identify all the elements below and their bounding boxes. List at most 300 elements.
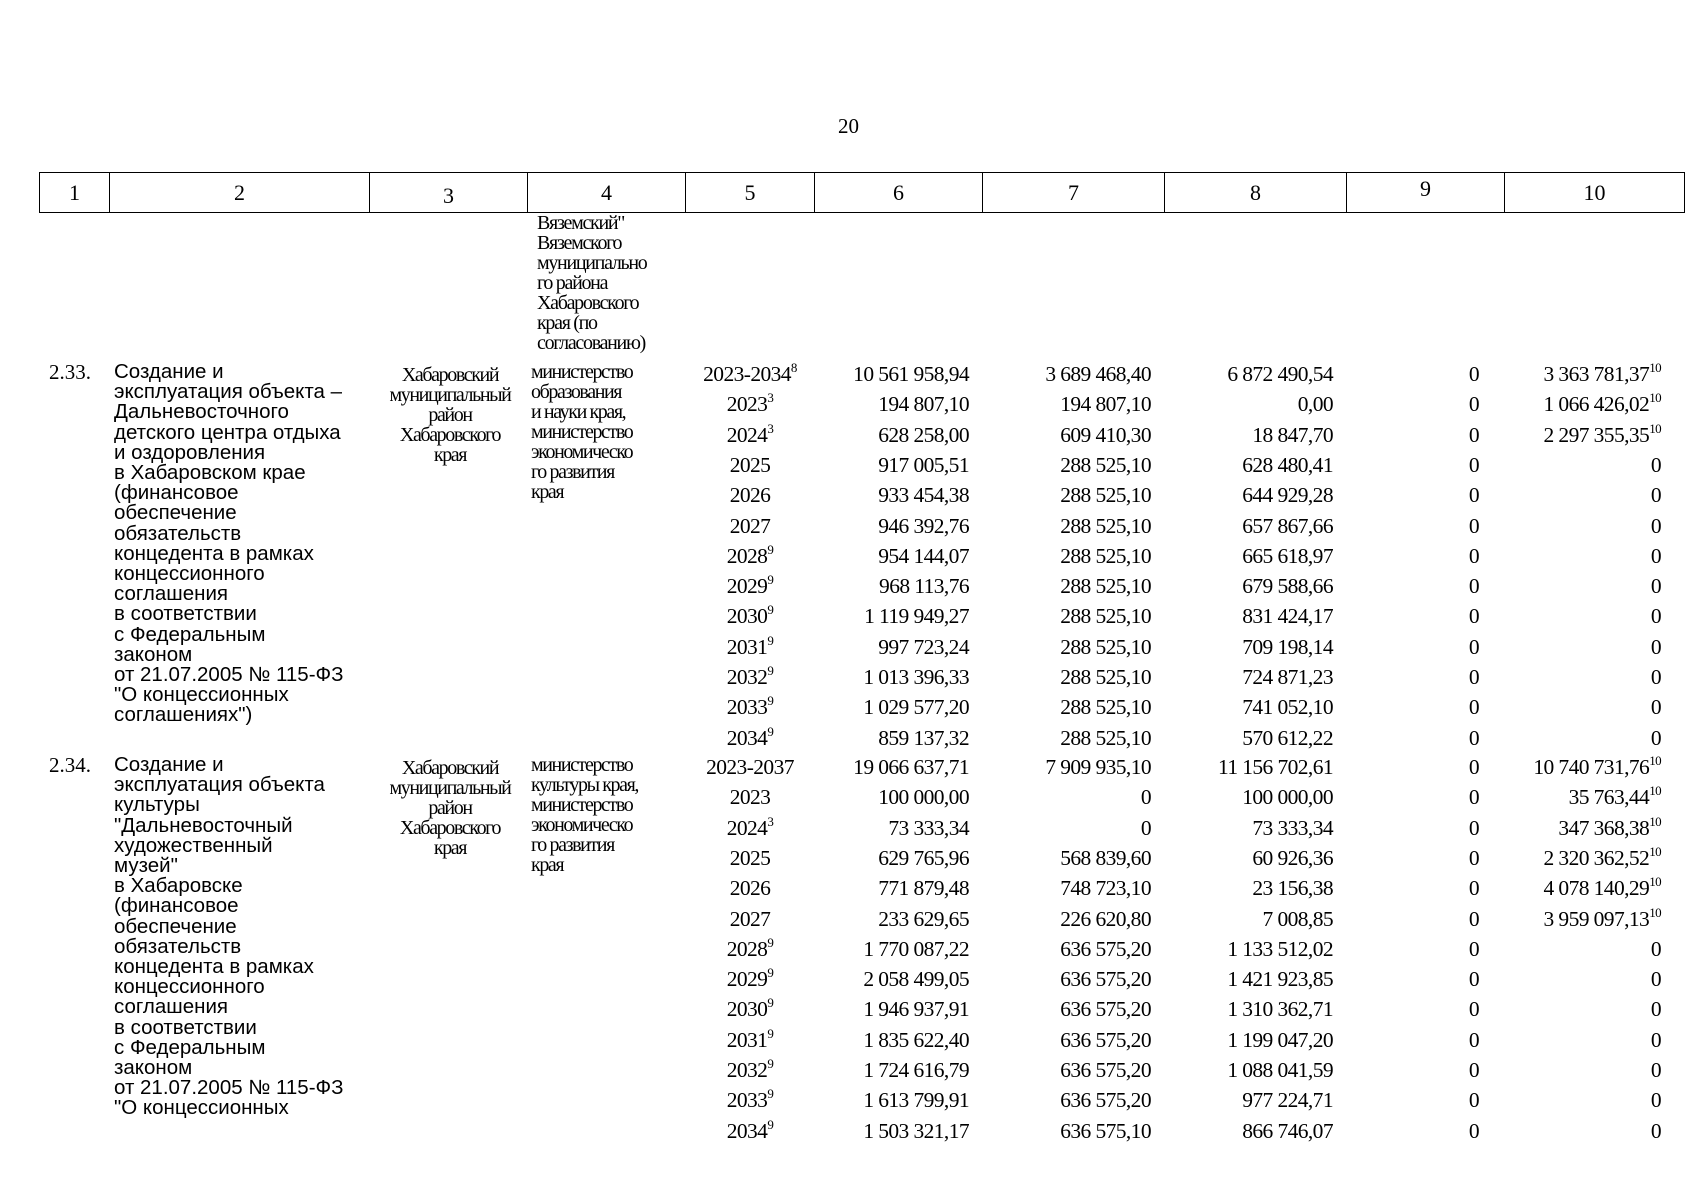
budget-cell-9 (1469, 665, 1479, 690)
budget-cell-10 (1651, 574, 1661, 599)
period-cell (676, 632, 824, 660)
item-name-line: в соответствии (114, 602, 257, 626)
budget-cell-7 (1141, 816, 1151, 841)
total-cell-value: 233 629,65 (878, 906, 969, 931)
budget-cell-9-value: 0 (1468, 1088, 1479, 1113)
item-name-line: "О концессионных (114, 683, 289, 707)
period-cell (676, 1116, 824, 1144)
budget-cell-10-value: 3 363 781,37 (1543, 362, 1650, 386)
total-cell (878, 453, 969, 478)
budget-cell-9 (1469, 544, 1479, 569)
total-cell-value: 19 066 637,71 (853, 755, 969, 779)
period-cell (676, 997, 824, 1022)
budget-cell-7 (1060, 544, 1151, 569)
footnote-marker: 9 (767, 663, 774, 678)
budget-cell-8 (1242, 574, 1333, 599)
column-header-2: 2 (109, 173, 369, 212)
budget-cell-10-value: 347 368,38 (1558, 815, 1650, 840)
budget-cell-7-value: 288 525,10 (1060, 695, 1151, 720)
executor-line: края (531, 481, 564, 503)
period-cell-value: 2029 (726, 574, 768, 599)
budget-cell-8 (1252, 846, 1333, 871)
municipality-line: муниципальный (389, 777, 511, 799)
period-cell-value: 2029 (726, 967, 768, 992)
budget-cell-9 (1469, 1058, 1479, 1083)
budget-cell-7-value: 288 525,10 (1060, 513, 1151, 538)
budget-cell-10 (1569, 785, 1661, 810)
budget-cell-9-value: 0 (1468, 967, 1479, 992)
continuation-line: края (по (537, 312, 597, 334)
budget-cell-10 (1651, 483, 1661, 508)
total-cell-value: 629 765,96 (878, 845, 969, 870)
footnote-marker: 3 (767, 390, 774, 406)
budget-cell-8-value: 23 156,38 (1252, 876, 1333, 901)
period-cell-value: 2033 (726, 1088, 768, 1113)
budget-cell-9-value: 0 (1468, 513, 1479, 538)
budget-cell-9 (1469, 785, 1479, 810)
total-cell (863, 1058, 969, 1083)
budget-cell-8 (1242, 604, 1333, 629)
budget-cell-7 (1060, 423, 1151, 448)
budget-cell-8 (1242, 514, 1333, 539)
budget-cell-10 (1651, 937, 1661, 962)
budget-cell-10-value: 4 078 140,29 (1543, 876, 1650, 901)
period-cell (676, 695, 824, 720)
item-number: 2.33. (49, 360, 91, 384)
total-cell-value: 1 013 396,33 (863, 665, 969, 689)
budget-cell-9-value: 0 (1468, 997, 1479, 1022)
budget-cell-7-value: 636 575,10 (1060, 1118, 1151, 1143)
budget-cell-8-value: 644 929,28 (1242, 483, 1333, 508)
budget-cell-9 (1469, 726, 1479, 751)
total-cell-value: 954 144,07 (878, 543, 969, 568)
budget-cell-9 (1469, 574, 1479, 599)
budget-cell-8-value: 977 224,71 (1242, 1088, 1333, 1113)
period-cell-value: 2030 (726, 604, 768, 629)
budget-cell-9 (1469, 997, 1479, 1022)
period-cell (676, 907, 824, 932)
total-cell-value: 100 000,00 (878, 785, 969, 810)
budget-cell-10-value: 0 (1650, 634, 1661, 659)
budget-cell-9 (1469, 392, 1479, 417)
footnote-marker: 9 (767, 632, 774, 648)
total-cell (853, 755, 969, 780)
column-header-5: 5 (685, 173, 814, 212)
total-cell-value: 859 137,32 (878, 725, 969, 750)
period-cell (676, 1058, 824, 1083)
total-cell (853, 362, 969, 387)
budget-cell-9-value: 0 (1468, 1058, 1479, 1082)
continued-executor-cell (537, 213, 677, 353)
total-cell (863, 1028, 969, 1053)
period-cell-value: 2028 (726, 543, 768, 568)
footnote-marker: 9 (767, 602, 774, 618)
municipality-line: края (433, 837, 467, 859)
total-cell (878, 785, 969, 810)
period-cell-value: 2034 (726, 725, 768, 750)
budget-cell-8-value: 100 000,00 (1242, 785, 1333, 810)
page-number: 20 (838, 114, 859, 138)
budget-cell-10-value: 0 (1650, 452, 1661, 477)
budget-cell-8 (1242, 785, 1333, 810)
budget-cell-8-value: 73 333,34 (1252, 815, 1333, 840)
total-cell (863, 665, 969, 690)
budget-cell-7 (1060, 907, 1151, 932)
budget-cell-8 (1227, 937, 1333, 962)
item-name-line: художественный (114, 833, 273, 857)
budget-cell-9 (1469, 483, 1479, 508)
column-header-4: 4 (527, 173, 685, 212)
table-row (0, 453, 1697, 483)
budget-cell-8 (1227, 362, 1333, 387)
budget-cell-7 (1060, 392, 1151, 417)
budget-cell-8-value: 665 618,97 (1242, 543, 1333, 568)
budget-cell-7 (1060, 453, 1151, 478)
total-cell-value: 1 613 799,91 (863, 1088, 969, 1113)
period-cell-value: 2034 (726, 1118, 768, 1143)
item-name-line: эксплуатация объекта – (114, 380, 343, 404)
budget-cell-9 (1469, 695, 1479, 720)
budget-cell-7 (1060, 937, 1151, 962)
total-cell (878, 483, 969, 508)
budget-cell-10-value: 0 (1650, 725, 1661, 750)
executor-line: го развития (531, 461, 614, 483)
item-name-line: обязательств (114, 521, 242, 545)
item-name-line: "О концессионных (114, 1096, 289, 1120)
budget-cell-8 (1242, 695, 1333, 720)
budget-cell-9 (1469, 1088, 1479, 1113)
budget-cell-10-value: 10 740 731,76 (1533, 755, 1650, 779)
total-cell-value: 1 724 616,79 (863, 1058, 969, 1082)
footnote-marker: 9 (767, 1056, 774, 1071)
budget-cell-10-value: 0 (1650, 1058, 1661, 1082)
budget-cell-8 (1252, 816, 1333, 841)
period-cell-value: 2023-2037 (706, 755, 794, 779)
item-name-line: (финансовое (114, 894, 239, 918)
budget-cell-8 (1242, 635, 1333, 660)
budget-cell-7-value: 288 525,10 (1060, 452, 1151, 477)
item-name-line: "Дальневосточный (114, 813, 293, 837)
total-cell-value: 968 113,76 (879, 574, 969, 599)
budget-cell-10 (1651, 1119, 1661, 1144)
item-name-line: Дальневосточного (114, 400, 289, 424)
budget-cell-9 (1469, 816, 1479, 841)
item-name-line: обязательств (114, 934, 242, 958)
budget-cell-7 (1060, 1119, 1151, 1144)
budget-cell-7-value: 288 525,10 (1060, 665, 1151, 689)
budget-cell-9 (1469, 514, 1479, 539)
budget-cell-7 (1141, 785, 1151, 810)
period-cell (676, 846, 824, 871)
budget-cell-10 (1651, 695, 1661, 720)
budget-cell-8 (1242, 1088, 1333, 1113)
table-row (0, 392, 1697, 422)
budget-cell-10-value: 0 (1650, 604, 1661, 629)
period-cell (676, 541, 824, 569)
total-cell (878, 635, 969, 660)
budget-cell-8 (1298, 392, 1333, 417)
period-cell (676, 604, 824, 629)
budget-cell-10-value: 2 297 355,35 (1543, 422, 1650, 447)
budget-cell-8-value: 741 052,10 (1242, 695, 1333, 720)
continuation-line: Вяземский" (537, 212, 625, 234)
total-cell (878, 726, 969, 751)
budget-cell-10-value: 0 (1650, 1118, 1661, 1143)
budget-cell-7 (1060, 1088, 1151, 1113)
budget-cell-10 (1651, 967, 1661, 992)
budget-cell-7 (1060, 997, 1151, 1022)
footnote-marker: 9 (767, 1025, 774, 1041)
period-cell-value: 2023 (726, 392, 768, 417)
period-cell-value: 2032 (726, 665, 768, 689)
footnote-marker: 10 (1649, 843, 1661, 859)
footnote-marker: 9 (767, 1116, 774, 1132)
total-cell (878, 544, 969, 569)
total-cell-value: 997 723,24 (878, 634, 969, 659)
budget-cell-9-value: 0 (1468, 634, 1479, 659)
column-header-8: 8 (1164, 173, 1346, 212)
table-row (0, 665, 1697, 695)
budget-cell-7 (1060, 635, 1151, 660)
total-cell (863, 967, 969, 992)
municipality-line: Хабаровского (399, 424, 501, 446)
item-name-line: законом (114, 642, 193, 666)
period-cell-value: 2026 (729, 876, 771, 901)
period-cell (676, 483, 824, 508)
budget-cell-8-value: 657 867,66 (1242, 513, 1333, 538)
total-cell (863, 1119, 969, 1144)
budget-cell-7 (1060, 876, 1151, 901)
budget-cell-8 (1218, 755, 1333, 780)
table-row (0, 755, 1697, 785)
budget-cell-10 (1651, 726, 1661, 751)
total-cell-value: 2 058 499,05 (863, 967, 969, 992)
item-name-line: соглашения (114, 582, 228, 606)
budget-cell-7-value: 636 575,20 (1060, 1027, 1151, 1052)
column-header-1: 1 (39, 173, 109, 212)
budget-cell-10-value: 2 320 362,52 (1543, 845, 1650, 870)
budget-cell-8 (1242, 453, 1333, 478)
budget-cell-10 (1558, 813, 1661, 841)
budget-cell-9 (1469, 1028, 1479, 1053)
budget-cell-9-value: 0 (1468, 422, 1479, 447)
footnote-marker: 3 (767, 813, 774, 829)
period-cell-value: 2024 (726, 422, 768, 447)
item-name-line: музей" (114, 854, 178, 878)
budget-cell-10 (1544, 362, 1662, 387)
item-name-line: и оздоровления (114, 440, 266, 464)
budget-cell-7-value: 609 410,30 (1060, 422, 1151, 447)
budget-cell-10-value: 1 066 426,02 (1543, 392, 1650, 417)
total-cell (878, 514, 969, 539)
executor-line: экономическо (531, 814, 633, 836)
budget-cell-9 (1469, 453, 1479, 478)
period-cell (676, 1088, 824, 1113)
period-cell-value: 2032 (726, 1058, 768, 1082)
budget-cell-7-value: 3 689 468,40 (1045, 362, 1151, 386)
budget-cell-7-value: 0 (1140, 815, 1151, 840)
total-cell-value: 771 879,48 (878, 876, 969, 901)
budget-cell-8-value: 724 871,23 (1242, 665, 1333, 689)
footnote-marker: 10 (1649, 783, 1661, 799)
footnote-marker: 9 (767, 723, 774, 739)
budget-cell-7-value: 288 525,10 (1060, 604, 1151, 629)
budget-cell-9-value: 0 (1468, 452, 1479, 477)
item-name-line: с Федеральным (114, 1035, 266, 1059)
budget-cell-9 (1469, 967, 1479, 992)
budget-cell-7-value: 636 575,20 (1060, 997, 1151, 1022)
table-row (0, 420, 1697, 453)
period-cell-value: 2033 (726, 695, 768, 720)
period-cell-value: 2027 (729, 513, 771, 538)
budget-cell-9-value: 0 (1468, 483, 1479, 508)
budget-cell-7-value: 288 525,10 (1060, 634, 1151, 659)
period-cell-value: 2023-2034 (703, 362, 791, 386)
budget-cell-10 (1543, 843, 1662, 871)
total-cell-value: 1 835 622,40 (863, 1027, 969, 1052)
municipality-line: края (433, 444, 467, 466)
item-name-line: концедента в рамках (114, 955, 314, 979)
budget-cell-7 (1060, 1028, 1151, 1053)
period-cell (676, 514, 824, 539)
budget-cell-8-value: 679 588,66 (1242, 574, 1333, 599)
budget-cell-10-value: 0 (1650, 513, 1661, 538)
budget-cell-8-value: 1 421 923,85 (1227, 967, 1333, 992)
column-header-3: 3 (369, 173, 527, 212)
item-name-line: концессионного (114, 562, 265, 586)
item-name-line: (финансовое (114, 481, 239, 505)
item-name-line: концессионного (114, 975, 265, 999)
period-cell (676, 785, 824, 810)
budget-cell-10 (1651, 997, 1661, 1022)
item-name-line: культуры (114, 793, 200, 817)
footnote-marker: 9 (767, 1086, 774, 1102)
budget-cell-8-value: 1 133 512,02 (1227, 936, 1333, 961)
budget-cell-7-value: 0 (1140, 785, 1151, 810)
budget-cell-8 (1227, 967, 1333, 992)
period-cell (676, 392, 824, 417)
budget-cell-9-value: 0 (1468, 1118, 1479, 1143)
budget-cell-9 (1469, 937, 1479, 962)
budget-cell-7 (1060, 604, 1151, 629)
budget-cell-8 (1227, 1058, 1333, 1083)
item-name-line: в Хабаровском крае (114, 461, 306, 485)
item-name-line: от 21.07.2005 № 115-ФЗ (114, 663, 344, 687)
budget-cell-8-value: 1 199 047,20 (1227, 1027, 1333, 1052)
table-row (0, 876, 1697, 906)
item-name-line: в Хабаровске (114, 874, 243, 898)
budget-cell-10-value: 0 (1650, 1088, 1661, 1113)
column-header-10: 10 (1504, 173, 1685, 212)
budget-cell-8 (1227, 1028, 1333, 1053)
period-cell (676, 813, 824, 841)
budget-cell-8 (1252, 876, 1333, 901)
budget-cell-9-value: 0 (1468, 785, 1479, 810)
item-name-line: концедента в рамках (114, 541, 314, 565)
budget-cell-7-value: 636 575,20 (1060, 967, 1151, 992)
item-name-line: обеспечение (114, 914, 237, 938)
executor-line: образования (531, 381, 622, 403)
period-cell-value: 2024 (726, 815, 768, 840)
executor-line: края (531, 854, 564, 876)
item-name-line: соглашениях") (114, 703, 253, 727)
budget-cell-9-value: 0 (1468, 604, 1479, 629)
table-row (0, 934, 1697, 967)
budget-cell-8-value: 831 424,17 (1242, 604, 1333, 629)
total-cell (878, 907, 969, 932)
period-cell-value: 2031 (726, 1027, 768, 1052)
period-cell-value: 2031 (726, 634, 768, 659)
period-cell-value: 2030 (726, 997, 768, 1022)
budget-cell-9-value: 0 (1468, 543, 1479, 568)
budget-cell-9-value: 0 (1468, 695, 1479, 720)
budget-cell-8-value: 628 480,41 (1242, 452, 1333, 477)
footnote-marker: 10 (1649, 904, 1661, 920)
executor-line: министерство (531, 421, 633, 443)
total-cell-value: 1 503 321,17 (863, 1118, 969, 1143)
budget-cell-7 (1060, 846, 1151, 871)
budget-cell-10-value: 0 (1650, 665, 1661, 689)
budget-cell-9-value: 0 (1468, 362, 1479, 386)
item-number: 2.34. (49, 753, 91, 777)
table-row (0, 514, 1697, 544)
table-row (0, 785, 1697, 815)
budget-cell-9-value: 0 (1468, 392, 1479, 417)
period-cell (676, 665, 824, 690)
footnote-marker: 10 (1649, 813, 1661, 829)
budget-cell-10 (1544, 876, 1662, 901)
budget-cell-8 (1242, 1119, 1333, 1144)
item-name-line: Создание и (114, 753, 224, 776)
total-cell (864, 604, 969, 629)
footnote-marker: 9 (767, 541, 774, 557)
budget-cell-9-value: 0 (1468, 755, 1479, 779)
executor-line: экономическо (531, 441, 633, 463)
continuation-line: согласованию) (537, 332, 645, 354)
budget-cell-9 (1469, 876, 1479, 901)
column-header-6: 6 (814, 173, 982, 212)
item-name-line: законом (114, 1056, 193, 1080)
total-cell (863, 1088, 969, 1113)
budget-cell-8-value: 570 612,22 (1242, 725, 1333, 750)
municipality-line: Хабаровского (399, 817, 501, 839)
budget-cell-9 (1469, 423, 1479, 448)
period-cell (676, 1025, 824, 1053)
period-cell (676, 723, 824, 751)
budget-cell-10-value: 0 (1650, 574, 1661, 599)
table-row (0, 541, 1697, 574)
budget-cell-8 (1242, 726, 1333, 751)
footnote-marker: 10 (1649, 360, 1661, 375)
item-name-line: соглашения (114, 995, 228, 1019)
total-cell-value: 1 029 577,20 (863, 695, 969, 720)
item-name-line: в соответствии (114, 1015, 257, 1039)
footnote-marker: 10 (1649, 420, 1661, 436)
footnote-marker: 8 (790, 360, 797, 375)
table-row (0, 574, 1697, 604)
total-cell-value: 946 392,76 (878, 513, 969, 538)
budget-cell-7-value: 568 839,60 (1060, 845, 1151, 870)
budget-cell-7-value: 288 525,10 (1060, 725, 1151, 750)
period-cell (676, 876, 824, 901)
budget-cell-8 (1242, 665, 1333, 690)
budget-cell-7-value: 288 525,10 (1060, 543, 1151, 568)
budget-cell-8-value: 1 088 041,59 (1227, 1058, 1333, 1082)
budget-cell-10 (1651, 635, 1661, 660)
total-cell (863, 695, 969, 720)
period-cell (676, 420, 824, 448)
item-name-line: детского центра отдыха (114, 420, 341, 444)
